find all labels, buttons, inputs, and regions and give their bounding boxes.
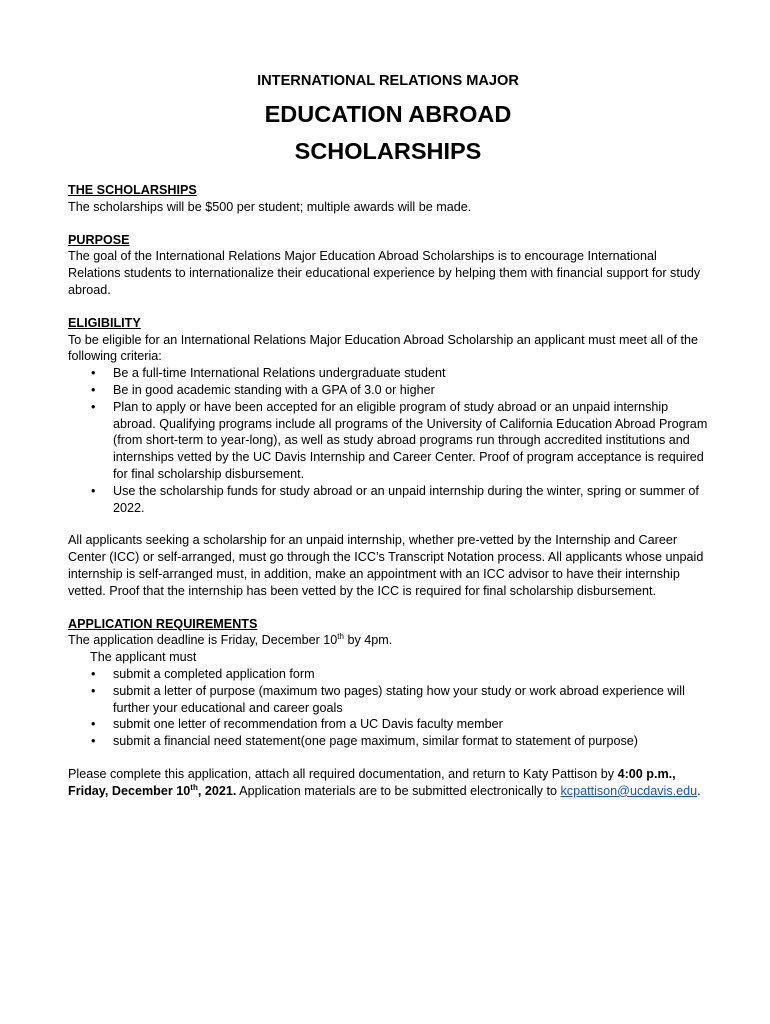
title-scholarships: SCHOLARSHIPS [294,138,482,164]
internship-note-text: All applicants seeking a scholarship for an unpaid internship, whether pre-vetted by the Internship and Career Center (ICC) or self-arranged, must go through the ICC’s Transcript Notation process. All applicants whose unpaid internship is self-arranged must, in addition, make an appointment with an ICC advisor to have their internship vetted. Proof that the internship has been vetted by the ICC is required for final scholarship disbursement. [68,533,704,598]
section-internship-note [68,532,708,599]
heading-scholarships: THE SCHOLARSHIPS [68,183,197,197]
deadline-post: by 4pm. [343,633,393,648]
heading-requirements: APPLICATION REQUIREMENTS [68,616,258,631]
section-closing [68,766,708,800]
list-item: • Plan to apply or have been accepted for an eligible program of study abroad or an unpaid internship abroad. Qualifying programs include all programs of the University of California Education Abroad Program (from short-term to year-long), as well as study abroad programs run through accredited institutions and internships vetted by the UC Davis Internship and Career Center. Proof of program acceptance is required for final scholarship disbursement. [113,399,708,483]
purpose-text: The goal of the International Relations Major Education Abroad Scholarships is to encourage International Relations students to internationalize their educational experience by helping them with financial support for study abroad. [68,249,701,297]
list-item: • Be a full-time International Relations undergraduate student [113,365,708,382]
closing-bold-pre: 4:00 p.m., Friday, December 10 [68,766,676,798]
title-education-abroad: EDUCATION ABROAD [264,101,512,127]
closing-bold-post: , 2021. [197,783,237,798]
closing-end: . [697,783,701,798]
email-link[interactable]: kcpattison@ucdavis.edu [560,783,698,798]
eligibility-list [68,365,708,516]
closing-bold-sup: th [190,782,198,792]
list-item: • submit a financial need statement(one page maximum, similar format to statement of purpose) [113,733,708,750]
requirements-list [68,666,708,750]
title-major: INTERNATIONAL RELATIONS MAJOR [257,73,519,89]
eligibility-intro: To be eligible for an International Relations Major Education Abroad Scholarship an applicant must meet all of the following criteria: [68,332,699,364]
list-item: • submit one letter of recommendation from a UC Davis faculty member [113,716,708,733]
section-scholarships [68,182,708,216]
document-content [68,72,708,816]
list-item: • Be in good academic standing with a GPA of 3.0 or higher [113,382,708,399]
scholarships-text: The scholarships will be $500 per student; multiple awards will be made. [68,199,472,214]
heading-eligibility: ELIGIBILITY [68,315,141,330]
list-item: • Use the scholarship funds for study abroad or an unpaid internship during the winter, spring or summer of 2022. [113,483,708,517]
section-purpose [68,232,708,299]
list-item: • submit a letter of purpose (maximum two pages) stating how your study or work abroad experience will further your educational and career goals [113,683,708,717]
deadline-text [68,632,708,649]
closing-text [68,766,708,800]
list-item: • submit a completed application form [113,666,708,683]
document-title [68,72,708,170]
heading-purpose: PURPOSE [68,232,130,247]
applicant-must: The applicant must [90,650,197,665]
section-requirements [68,616,708,750]
deadline-pre: The application deadline is Friday, December 10 [68,633,338,648]
deadline-sup: th [337,632,344,642]
section-eligibility [68,315,708,517]
closing-post: Application materials are to be submitted electronically to [236,783,561,798]
closing-pre: Please complete this application, attach all required documentation, and return to Katy Pattison by [68,766,618,781]
